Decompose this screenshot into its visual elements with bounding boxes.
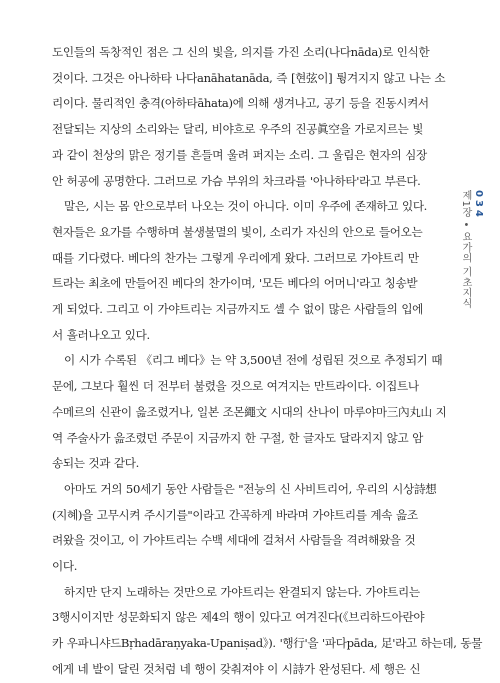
text-line: 카 우파니샤드Bṛhadāraṇyaka-Upaniṣad》). '행行'을 '파다pāda, 足'라고 하는데, 동물: [52, 636, 483, 651]
text-line: 송되는 것과 같다.: [52, 456, 139, 471]
text-line: 이다.: [52, 559, 78, 574]
text-line: 3행시이지만 성문화되지 않은 제4의 행이 있다고 여겨진다(《브리하드아란야: [52, 610, 425, 625]
text-line: 트라는 최초에 만들어진 베다의 찬가이며, '모든 베다의 어머니'라고 칭송받: [52, 276, 418, 291]
page-number: 034: [473, 190, 484, 220]
text-line: 게 되었다. 그리고 이 가야트리는 지금까지도 셀 수 없이 많은 사람들의 입에: [52, 302, 424, 317]
text-line: 때를 기다렸다. 베다의 찬가는 그렇게 우리에게 왔다. 그러므로 가야트리 만: [52, 250, 419, 265]
text-line: 려왔을 것이고, 이 가야트리는 수백 세대에 걸쳐서 사람들을 격려해왔을 것: [52, 533, 416, 548]
running-header: [458, 190, 484, 309]
text-line: 수메르의 신관이 읊조렸거나, 일본 조몬繩文 시대의 산나이 마루야마三內丸山 지: [52, 404, 447, 419]
text-line: 것이다. 그것은 아나하타 나다anāhatanāda, 즉 [현弦이] 튕겨지지 않고 나는 소: [52, 70, 446, 85]
text-line: 역 주술사가 읊조렸던 주문이 지금까지 한 구절, 한 글자도 달라지지 않고 암: [52, 430, 424, 445]
text-line: (지혜)을 고무시켜 주시기를"이라고 간곡하게 바라며 가야트리를 계속 읊조: [52, 507, 418, 522]
text-line: 이 시가 수록된 《리그 베다》는 약 3,500년 전에 성립된 것으로 추정되기 때: [64, 353, 443, 368]
chapter-title: 제1장 • 요가의 기초지식: [460, 190, 471, 309]
text-line: 아마도 거의 50세기 동안 사람들은 "전능의 신 사비트리어, 우리의 시상詩想: [64, 481, 437, 496]
text-line: 리이다. 물리적인 충격(아하타āhata)에 의해 생겨나고, 공기 등을 진동시켜서: [52, 96, 429, 111]
text-line: 문에, 그보다 훨씬 더 전부터 불렸을 것으로 여겨지는 만트라이다. 이집트나: [52, 379, 419, 394]
text-line: 에게 네 발이 달린 것처럼 네 행이 갖춰져야 이 시詩가 완성된다. 세 행은 신: [52, 661, 421, 676]
text-line: 말은, 시는 몸 안으로부터 나오는 것이 아니다. 이미 우주에 존재하고 있다.: [64, 199, 427, 214]
text-line: 도인들의 독창적인 점은 그 신의 빛을, 의지를 가진 소리(나다nāda)로 인식한: [52, 45, 430, 59]
text-line: 안 허공에 공명한다. 그러므로 가슴 부위의 차크라를 '아나하타'라고 부른다.: [52, 173, 421, 188]
text-line: 서 흘러나오고 있다.: [52, 327, 150, 342]
text-line: 하지만 단지 노래하는 것만으로 가야트리는 완결되지 않는다. 가야트리는: [64, 584, 420, 599]
text-line: 현자들은 요가를 수행하며 불생불멸의 빛이, 소리가 자신의 안으로 들어오는: [52, 224, 423, 239]
text-line: 전달되는 지상의 소리와는 달리, 비야흐로 우주의 진공眞空을 가로지르는 빛: [52, 122, 424, 137]
text-line: 과 같이 천상의 맑은 정기를 흔들며 울려 퍼지는 소리. 그 울림은 현자의 심장: [52, 147, 427, 162]
